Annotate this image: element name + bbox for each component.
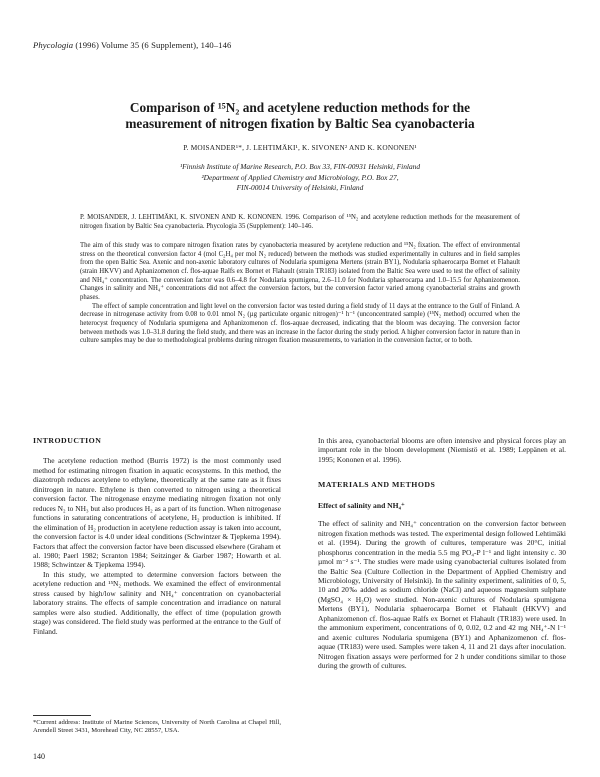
abstract-paragraph-2: The effect of sample concentration and light level on the conversion factor was tested during a field study of 11 days at the entrance to the Gulf of Finland. A decrease in nitrogenase activity from 0.08 to 0.01 nmol N₂ (µg particulate organic nitrogen)⁻¹ h⁻¹ (unconcentrated sample) (¹⁵N₂ method) occurred when the heterocyst frequency of Nodularia spumigena and Aphanizomenon cf. flos-aquae decreased, indicating that the bloom was decaying. The conversion factor between methods was 1.0–31.8 during the field study, and there was an increase in the factor during the study period. A higher conversion factor in nature than in culture samples may be due to methodological problems during nitrogen fixation measurements, to variation in the conversion factor, or to both. — [80, 302, 520, 345]
article-title — [40, 100, 560, 132]
left-column — [33, 436, 281, 636]
salinity-subheading: Effect of salinity and NH₄⁺ — [318, 500, 405, 510]
affiliations — [30, 162, 570, 194]
footnote-divider — [33, 715, 91, 716]
journal-info: (1996) Volume 35 (6 Supplement), 140–146 — [75, 40, 232, 50]
author-list: P. MOISANDER¹*, J. LEHTIMÄKI¹, K. SIVONEN² AND K. KONONEN¹ — [183, 143, 417, 152]
title-line-2: measurement of nitrogen fixation by Baltic Sea cyanobacteria — [125, 116, 475, 131]
journal-name: Phycologia — [33, 40, 74, 50]
abstract-paragraph-1: The aim of this study was to compare nitrogen fixation rates by cyanobacteria measured by acetylene reduction and ¹⁵N₂ fixation. The effect of environmental stress on the theoretical conversion factor 4 (mol C₂H₄ per mol N₂ reduced) between the methods was studied experimentally in cultures and in field samples from the open Baltic Sea. Axenic and non-axenic laboratory cultures of Nodularia spumigena Mertens (strain BY1), Nodularia sphaerocarpa Bornet et Flahault (strain HKVV) and Aphanizomenon cf. flos-aquae Ralfs ex Bornet et Flahault (strain TR183) isolated from the Baltic Sea were used to test the effect of salinity and NH₄⁺ concentration. The conversion factor was 0.6–4.8 for Nodularia spumigena, 2.6–11.0 for Nodularia sphaerocarpa and 1.0–15.5 for Aphanizomenon. Changes in salinity and NH₄⁺ concentrations did not affect the conversion factors, but the conversion factor varied among cyanobacterial strains and growth phases. — [80, 242, 520, 301]
intro-paragraph-2: In this study, we attempted to determine conversion factors between the acetylene reduction and ¹⁵N₂ methods. We examined the effect of environmental stress caused by high/low salinity and NH₄⁺ concentration on cyanobacterial laboratory strains. The effects of sample concentration and irradiance on natural samples were also studied. Additionally, the effect of time (population growth stage) was considered. The field study was performed at the entrance to the Gulf of Finland. — [33, 569, 281, 636]
intro-continuation: In this area, cyanobacterial blooms are often intensive and physical forces play an important role in the bloom development (Niemistö et al. 1989; Leppänen et al. 1995; Kononen et al. 1996). — [318, 436, 566, 464]
journal-header — [33, 40, 231, 50]
affiliation-1: ¹Finnish Institute of Marine Research, P.O. Box 33, FIN-00931 Helsinki, Finland — [179, 162, 421, 171]
intro-paragraph-1: The acetylene reduction method (Burris 1972) is the most commonly used method for estimating nitrogen fixation in aquatic ecosystems. In this method, the diazotroph reduces acetylene to ethylene, theoretically at the same rate as it fixes dinitrogen in nature. Ethylene is then converted to nitrogen using a theoretical conversion factor. The nitrogenase enzyme mediating nitrogen fixation not only reduces N₂ to NH₃ but also produces H₂ as a part of its function. When nitrogenase functions in saturating concentrations of acetylene, H₂ production is inhibited. If the elimination of H₂ production in acetylene reduction assay is taken into account, the conversion factor is 4.0 under ideal conditions (Schwintzer & Tjepkema 1994). Factors that affect the conversion factor have been discussed elsewhere (Graham et al. 1980; Paerl 1982; Scranton 1984; Seitzinger & Garber 1987; Howarth et al. 1988; Schwintzer & Tjepkema 1994). — [33, 456, 281, 570]
title-line-1: Comparison of ¹⁵N₂ and acetylene reduction methods for the — [129, 100, 471, 115]
right-column — [318, 436, 566, 671]
methods-heading: MATERIALS AND METHODS — [318, 480, 436, 490]
affiliation-3: FIN-00014 University of Helsinki, Finland — [236, 183, 364, 193]
abstract — [80, 242, 520, 346]
footnote: *Current address: Institute of Marine Sciences, University of North Carolina at Chapel Hill, Arendell Street 3431, Morehead City, NC 28557, USA. — [33, 719, 281, 735]
introduction-heading: INTRODUCTION — [33, 436, 102, 445]
page-number: 140 — [33, 752, 45, 761]
citation: P. MOISANDER, J. LEHTIMÄKI, K. SIVONEN AND K. KONONEN. 1996. Comparison of ¹⁵N₂ and acetylene reduction methods for the measurement of nitrogen fixation by Baltic Sea cyanobacteria. Phycologia 35 (Supplement): 140–146. — [80, 214, 520, 230]
affiliation-2: ²Department of Applied Chemistry and Microbiology, P.O. Box 27, — [201, 172, 399, 182]
methods-paragraph-1: The effect of salinity and NH₄⁺ concentration on the conversion factor between nitrogen fixation methods was tested. The experimental design followed Lehtimäki et al. (1994). During the growth of cultures, temperature was 20°C, initial phosphorus concentration in the media 5.5 mg PO₄-P l⁻¹ and light intensity c. 30 µmol m⁻² s⁻¹. The studies were made using cyanobacterial cultures isolated from the Baltic Sea (Culture Collection in the Department of Applied Chemistry and Microbiology, University of Helsinki). In the salinity experiment, salinities of 0, 5, 10 and 20‰ added as sodium chloride (NaCl) and aqueous magnesium sulphate (MgSO₄ × H₂O) were studied. Non-axenic cultures of Nodularia spumigena Mertens (BY1), Nodularia sphaerocarpa Bornet et Flahault (HKVV) and Aphanizomenon cf. flos-aquae Ralfs ex Bornet et Flahault (TR183) were used. In the ammonium experiment, concentrations of 0, 0.02, 0.2 and 42 mg NH₄⁺-N l⁻¹ and axenic cultures Nodularia spumigena (BY1) and Aphanizomenon cf. flos-aquae (TR183) were used. Samples were taken 4, 11 and 21 days after inoculation. Nitrogen fixation assays were performed for 2 h under conditions similar to those during the growth of cultures. — [318, 519, 566, 671]
